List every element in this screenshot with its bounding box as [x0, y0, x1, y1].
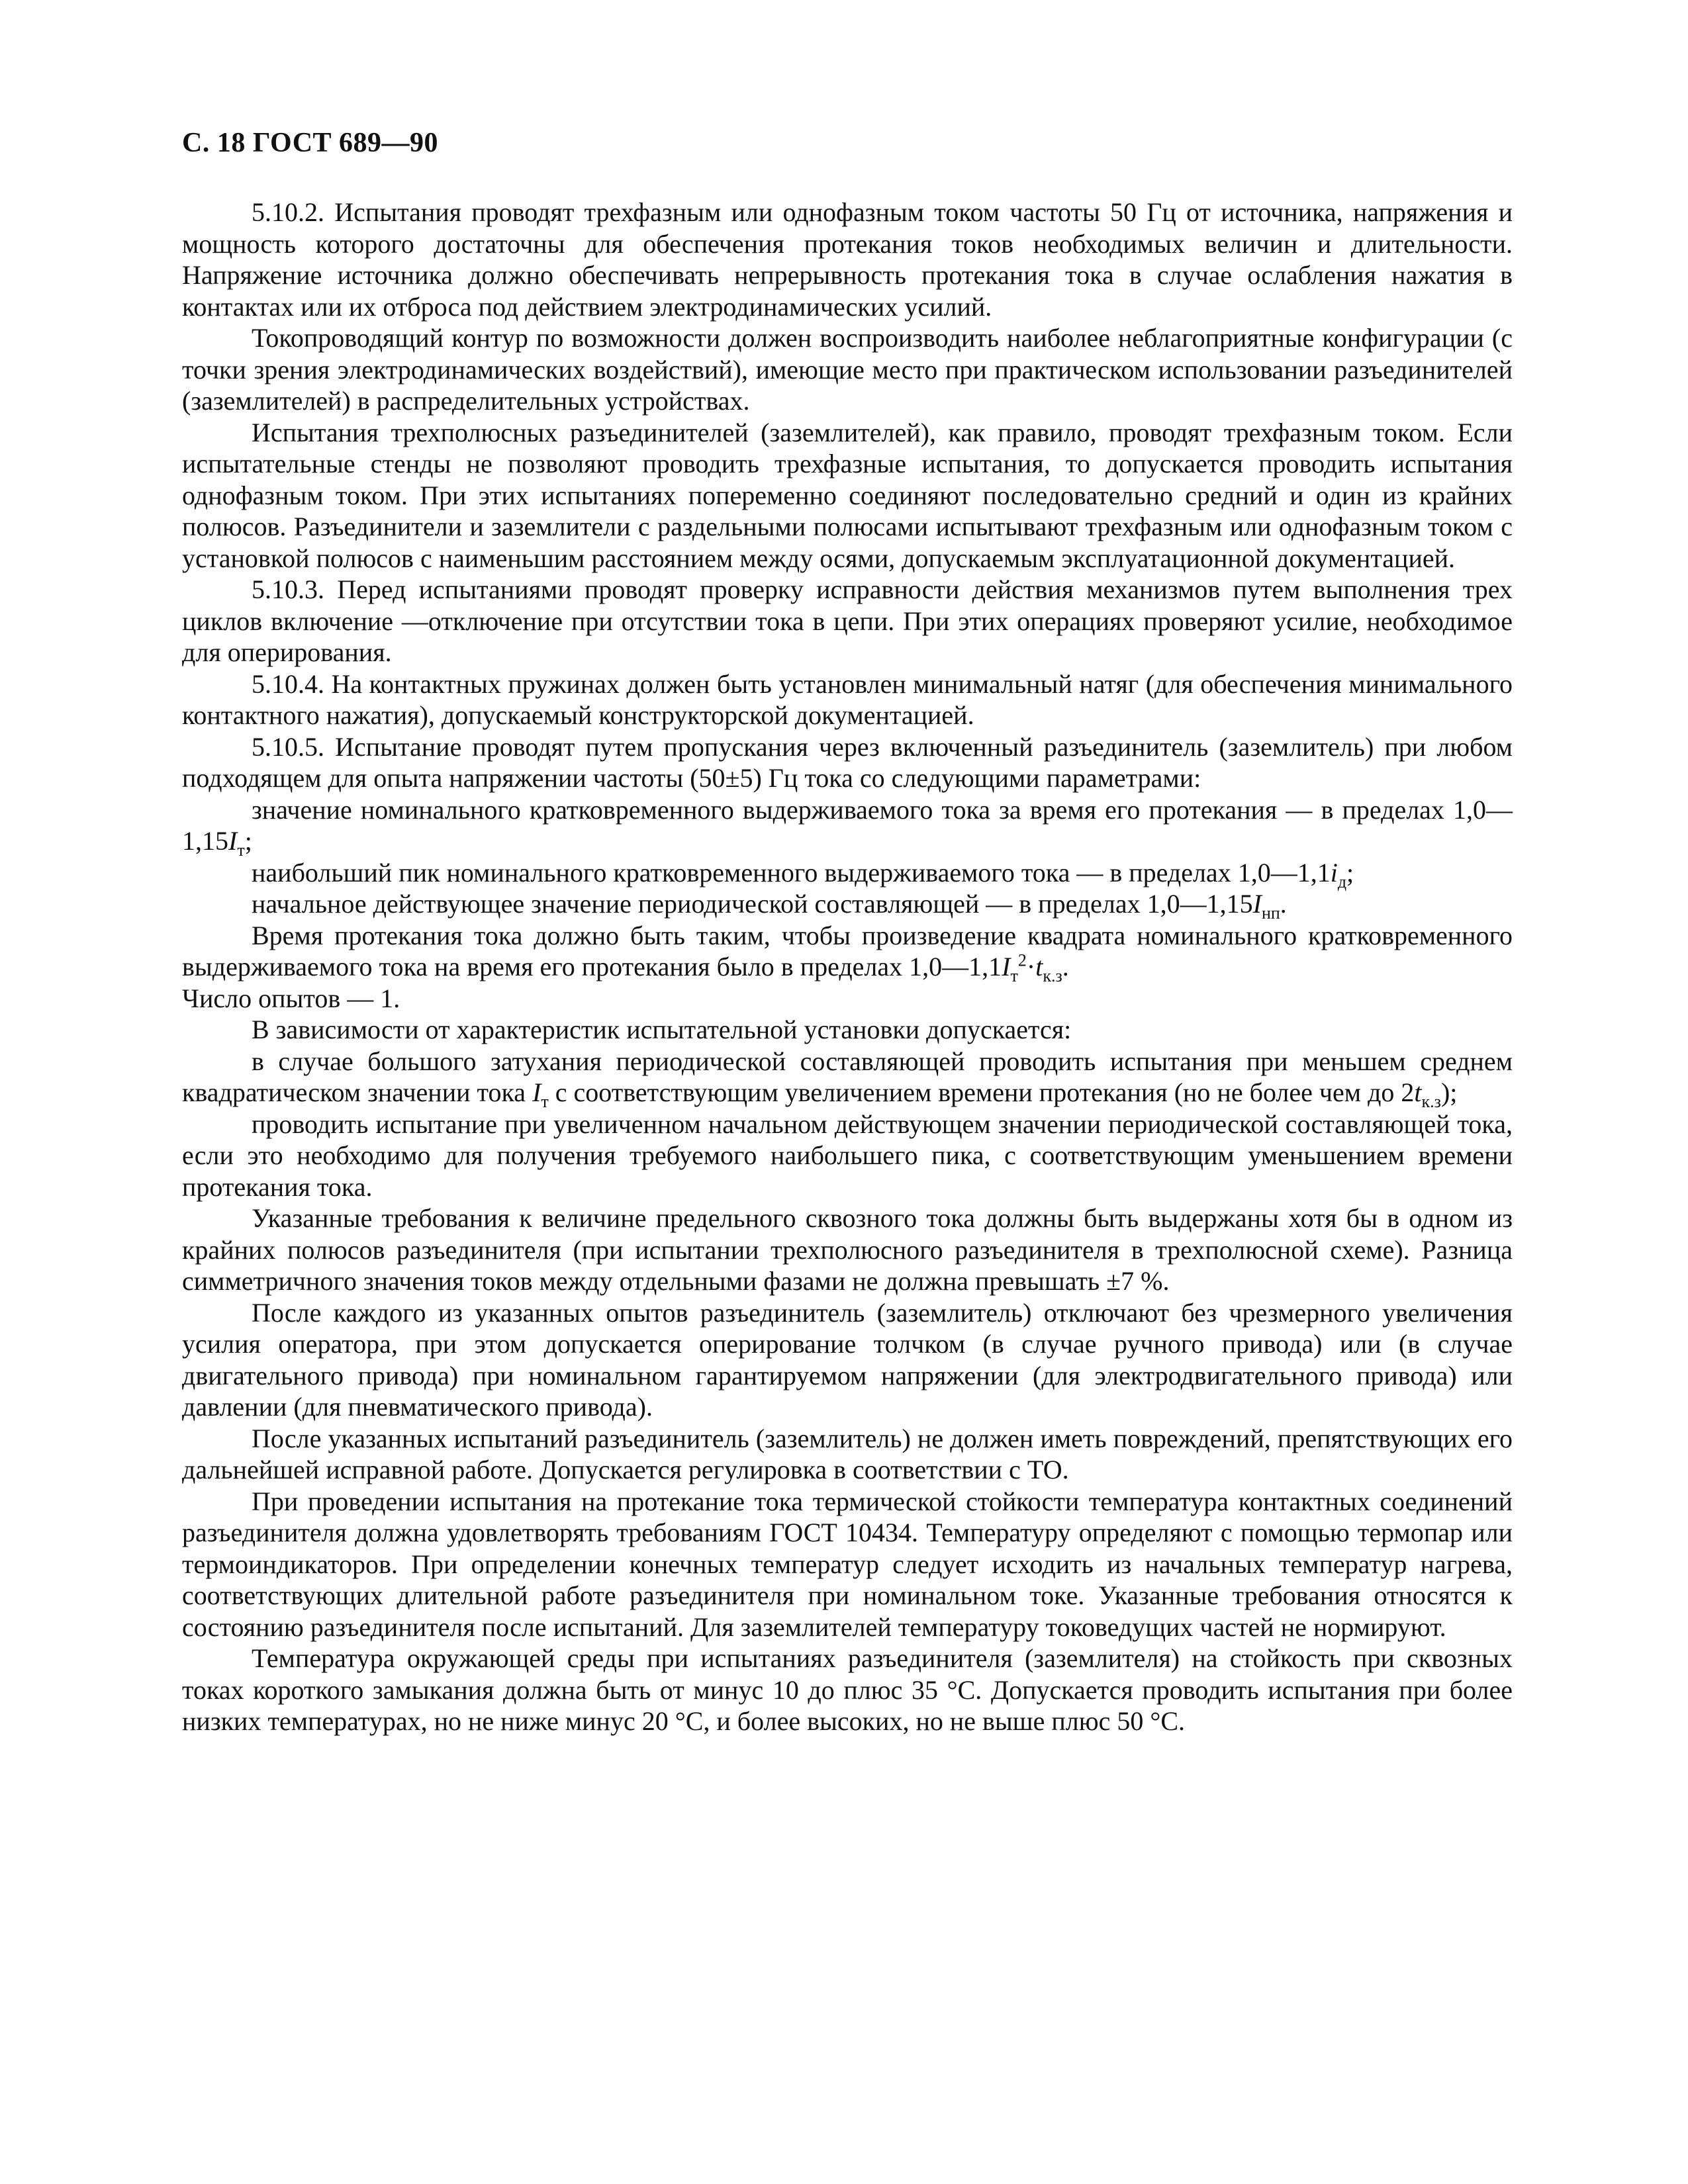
symbol-I: I	[1002, 952, 1011, 981]
paragraph-5-10-3: 5.10.3. Перед испытаниями проводят проверку исправности действия механизмов путем выполнения трех циклов включение —отключение при отсутствии тока в цепи. При этих операциях проверяют усилие, необходимое для оперирования.	[182, 574, 1513, 667]
paragraph-phase-difference: Указанные требования к величине предельного сквозного тока должны быть выдержаны хотя бы в одном из крайних полюсов разъединителя (при испытании трехполюсного разъединителя в трехполюсной схеме). Разница симметричного значения токов между отдельными фазами не должна превышать ±7 %.	[182, 1203, 1513, 1296]
paragraph-circuit: Токопроводящий контур по возможности должен воспроизводить наиболее неблагоприятные конфигурации (с точки зрения электродинамических воздействий), имеющие место при практическом использовании разъединителей (заземлителей) в распределительных устройствах.	[182, 323, 1513, 416]
symbol-I: I	[1252, 889, 1262, 919]
paragraph-thermal-test: При проведении испытания на протекание тока термической стойкости температура контактных соединений разъединителя должна удовлетворять требованиям ГОСТ 10434. Температуру определяют с помощью термопар или термоиндикаторов. При определении конечных температур следует исходить из начальных температур нагрева, соответствующих длительной работе разъединителя при номинальном токе. Указанные требования относятся к состоянию разъединителя после испытаний. Для заземлителей температуру токоведущих частей не нормируют.	[182, 1486, 1513, 1642]
paragraph-switch-off: После каждого из указанных опытов разъединитель (заземлитель) отключают без чрезмерного увеличения усилия оператора, при этом допускается оперирование толчком (в случае ручного привода) или (в случае двигательного привода) при номинальном гарантируемом напряжении (для электродвигательного привода) или давлении (для пневматического привода).	[182, 1297, 1513, 1422]
paragraph-no-damage: После указанных испытаний разъединитель (заземлитель) не должен иметь повреждений, препятствующих его дальнейшей исправной работе. Допускается регулировка в соответствии с ТО.	[182, 1423, 1513, 1484]
symbol-I: I	[228, 826, 238, 856]
allowed-item-decay: в случае большого затухания периодической составляющей проводить испытания при меньшем среднем квадратическом значении тока $I_т$ с соответствующим увеличением времени протекания (но не более чем до $2t_{к.з}$);	[182, 1046, 1513, 1111]
paragraph-ambient-temperature: Температура окружающей среды при испытаниях разъединителя (заземлителя) на стойкость при сквозных токах короткого замыкания должна быть от минус 10 до плюс 35 °С. Допускается проводить испытания при более низких температурах, но не ниже минус 20 °С, и более высоких, но не выше плюс 50 °С.	[182, 1643, 1513, 1736]
symbol-t: t	[1414, 1077, 1422, 1107]
param-item-short-time-current: значение номинального кратковременного выдерживаемого тока за время его протекания — в пределах $1,0—1,15I_т$;	[182, 794, 1513, 860]
paragraph-5-10-5: 5.10.5. Испытание проводят путем пропускания через включенный разъединитель (заземлитель) при любом подходящем для опыта напряжении частоты (50±5) Гц тока со следующими параметрами:	[182, 731, 1513, 793]
paragraph-5-10-2: 5.10.2. Испытания проводят трехфазным или однофазным током частоты 50 Гц от источника, напряжения и мощность которого достаточны для обеспечения протекания токов необходимых величин и длительности. Напряжение источника должно обеспечивать непрерывность протекания тока в случае ослабления нажатия в контактах или их отброса под действием электродинамических усилий.	[182, 197, 1513, 322]
page-running-title: С. 18 ГОСТ 689—90	[182, 128, 439, 158]
paragraph-three-pole: Испытания трехполюсных разъединителей (заземлителей), как правило, проводят трехфазным током. Если испытательные стенды не позволяют проводить трехфазные испытания, то допускается проводить испытания однофазным током. При этих испытаниях попеременно соединяют последовательно средний и один из крайних полюсов. Разъединители и заземлители с раздельными полюсами испытывают трехфазным или однофазным током с установкой полюсов с наименьшим расстоянием между осями, допускаемым эксплуатационной документацией.	[182, 417, 1513, 573]
param-item-periodic-component: начальное действующее значение периодической составляющей — в пределах $1,0—1,15I_{нп}$.	[252, 889, 1287, 923]
symbol-t: t	[1035, 952, 1043, 981]
test-count: Число опытов — 1.	[182, 983, 400, 1013]
document-body	[182, 197, 1513, 1737]
symbol-i: i	[1330, 857, 1338, 887]
paragraph-5-10-4: 5.10.4. На контактных пружинах должен быть установлен минимальный натяг (для обеспечения минимального контактного нажатия), допускаемый конструкторской документацией.	[182, 668, 1513, 730]
param-item-peak-current: наибольший пик номинального кратковременного выдерживаемого тока — в пределах $1,0—1,1i_д$;	[252, 857, 1354, 891]
symbol-I: I	[532, 1077, 541, 1107]
document-page	[182, 126, 1513, 1737]
paragraph-allowed-intro: В зависимости от характеристик испытательной установки допускается:	[252, 1015, 1072, 1044]
paragraph-duration: Время протекания тока должно быть таким, чтобы произведение квадрата номинального кратковременного выдерживаемого тока на время его протекания было в пределах $1,0—1,1I_т^2\cdot t_{к.з}$. Число опытов — 1.	[182, 920, 1513, 1013]
allowed-item-increased-current: проводить испытание при увеличенном начальном действующем значении периодической составляющей тока, если это необходимо для получения требуемого наибольшего пика, с соответствующим уменьшением времени протекания тока.	[182, 1109, 1513, 1202]
